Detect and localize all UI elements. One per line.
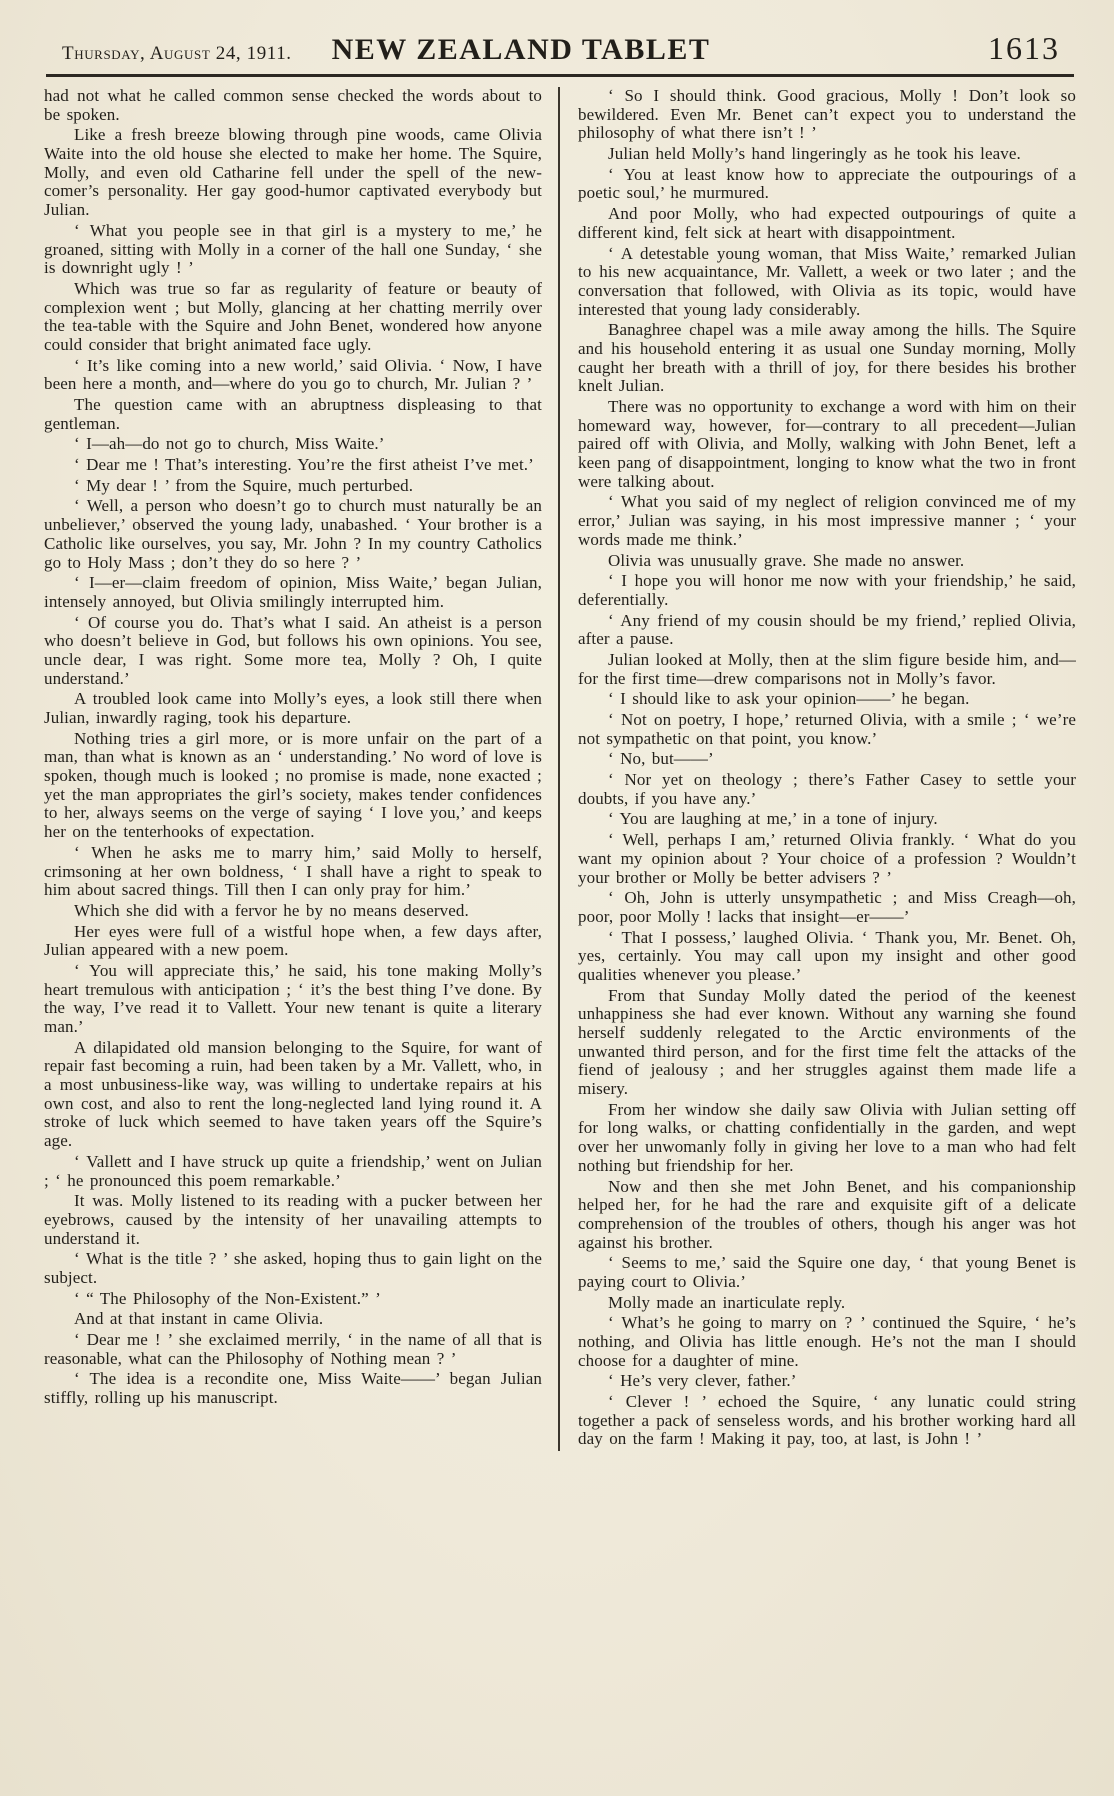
paragraph: ‘ What you people see in that girl is a mystery to me,’ he groaned, sitting with Molly in a corner of the hall one Sunday, ‘ she is downright ugly ! ’ xyxy=(44,220,542,278)
article-body xyxy=(44,87,1076,1451)
paragraph: Nothing tries a girl more, or is more unfair on the part of a man, than what is known as an ‘ understanding.’ No word of love is spoken, though much is looked ; no promise is made, none exacted ; yet the man appropriates the girl’s society, makes tender confidences to her, always seems on the verge of saying ‘ I love you,’ and keeps her on the tenterhooks of expectation. xyxy=(44,728,542,842)
paragraph: ‘ Of course you do. That’s what I said. An atheist is a person who doesn’t believe in God, but follows his own opinions. You see, uncle dear, I was right. Some more tea, Molly ? Oh, I quite understand.’ xyxy=(44,612,542,688)
paragraph: It was. Molly listened to its reading with a pucker between her eyebrows, caused by the intensity of her unavailing attempts to understand it. xyxy=(44,1191,542,1248)
paragraph: ‘ I—er—claim freedom of opinion, Miss Waite,’ began Julian, intensely annoyed, but Olivia smilingly interrupted him. xyxy=(44,573,542,611)
paragraph: Julian held Molly’s hand lingeringly as he took his leave. xyxy=(608,144,1021,164)
paragraph: ‘ I—ah—do not go to church, Miss Waite.’ xyxy=(74,434,385,454)
paragraph: ‘ Dear me ! ’ she exclaimed merrily, ‘ in the name of all that is reasonable, what can the Philosophy of Nothing mean ? ’ xyxy=(44,1330,542,1368)
paragraph: ‘ You are laughing at me,’ in a tone of injury. xyxy=(608,809,938,829)
paragraph: ‘ It’s like coming into a new world,’ said Olivia. ‘ Now, I have been here a month, and—where do you go to church, Mr. Julian ? ’ xyxy=(44,355,542,394)
paragraph: ‘ What’s he going to marry on ? ’ continued the Squire, ‘ he’s nothing, and Olivia has little enough. He’s not the man I should choose for a daughter of mine. xyxy=(578,1313,1076,1370)
paragraph: ‘ So I should think. Good gracious, Molly ! Don’t look so bewildered. Even Mr. Benet can’t expect you to understand the philosophy of what there isn’t ! ’ xyxy=(578,86,1076,143)
paragraph: ‘ Oh, John is utterly unsympathetic ; and Miss Creagh—oh, poor, poor Molly ! lacks that insight—er——’ xyxy=(578,888,1076,926)
paragraph: ‘ You at least know how to appreciate the outpourings of a poetic soul,’ he murmured. xyxy=(578,164,1076,203)
paragraph: had not what he called common sense checked the words about to be spoken. xyxy=(44,86,542,124)
paragraph: ‘ No, but——’ xyxy=(608,749,714,769)
paragraph: From her window she daily saw Olivia with Julian setting off for long walks, or chatting confidentially in the garden, and wept over her unwomanly folly in giving her love to a man who had felt nothing but friendship for her. xyxy=(578,1099,1076,1175)
paragraph: ‘ Clever ! ’ echoed the Squire, ‘ any lunatic could string together a pack of senseless words, and his brother working hard all day on the farm ! Making it pay, too, at last, is John ! ’ xyxy=(578,1392,1076,1449)
paragraph: ‘ I should like to ask your opinion——’ he began. xyxy=(608,689,970,709)
paragraph: ‘ Well, perhaps I am,’ returned Olivia frankly. ‘ What do you want my opinion about ? Your choice of a profession ? Wouldn’t your brother or Molly be better advisers ? ’ xyxy=(578,830,1076,887)
paragraph: ‘ Well, a person who doesn’t go to church must naturally be an unbeliever,’ observed the young lady, unabashed. ‘ Your brother is a Catholic like ourselves, you say, Mr. John ? In my country Catholics go to Holy Mass ; don’t they do so here ? ’ xyxy=(44,496,542,572)
paragraph: ‘ My dear ! ’ from the Squire, much perturbed. xyxy=(74,475,414,495)
publication-title: NEW ZEALAND TABLET xyxy=(331,33,711,66)
paragraph: ‘ Vallett and I have struck up quite a friendship,’ went on Julian ; ‘ he pronounced this poem remarkable.’ xyxy=(44,1151,542,1190)
paragraph: ‘ Seems to me,’ said the Squire one day, ‘ that young Benet is paying court to Olivia.’ xyxy=(578,1253,1076,1291)
paragraph: And poor Molly, who had expected outpourings of quite a different kind, felt sick at heart with disappointment. xyxy=(578,204,1076,242)
paragraph: ‘ That I possess,’ laughed Olivia. ‘ Thank you, Mr. Benet. Oh, yes, certainly. You may call upon my insight and other good qualities whenever you please.’ xyxy=(578,927,1076,984)
paragraph: ‘ Any friend of my cousin should be my friend,’ replied Olivia, after a pause. xyxy=(578,610,1076,649)
header-rule xyxy=(46,74,1074,77)
paragraph: Now and then she met John Benet, and his companionship helped her, for he had the rare and exquisite gift of a delicate comprehension of the troubles of others, though his anger was hot against his brother. xyxy=(578,1176,1076,1252)
paragraph: The question came with an abruptness displeasing to that gentleman. xyxy=(44,395,542,433)
paragraph: ‘ The idea is a recondite one, Miss Waite——’ began Julian stiffly, rolling up his manuscript. xyxy=(44,1369,542,1408)
issue-date: Thursday, August 24, 1911. xyxy=(62,43,292,64)
paragraph: Which she did with a fervor he by no means deserved. xyxy=(74,900,469,920)
paragraph: ‘ You will appreciate this,’ he said, his tone making Molly’s heart tremulous with anticipation ; ‘ it’s the best thing I’ve done. By the way, I’ve read it to Vallett. Your new tenant is quite a literary man.’ xyxy=(44,960,542,1036)
paragraph: And at that instant in came Olivia. xyxy=(74,1309,324,1329)
paragraph: A troubled look came into Molly’s eyes, a look still there when Julian, inwardly raging, took his departure. xyxy=(44,689,542,727)
paragraph: Her eyes were full of a wistful hope when, a few days after, Julian appeared with a new poem. xyxy=(44,921,542,960)
paragraph: Which was true so far as regularity of feature or beauty of complexion went ; but Molly, glancing at her chatting merrily over the tea-table with the Squire and John Benet, wondered how anyone could consider that bright animated face ugly. xyxy=(44,278,542,354)
paragraph: Julian looked at Molly, then at the slim figure beside him, and—for the first time—drew comparisons not in Molly’s favor. xyxy=(578,649,1076,688)
paragraph: ‘ I hope you will honor me now with your friendship,’ he said, deferentially. xyxy=(578,571,1076,609)
paragraph: Olivia was unusually grave. She made no answer. xyxy=(608,550,965,570)
paragraph: ‘ A detestable young woman, that Miss Waite,’ remarked Julian to his new acquaintance, Mr. Vallett, a week or two later ; and the conversation that followed, with Olivia as its topic, would have interested that young lady considerably. xyxy=(578,243,1076,319)
page-number: 1613 xyxy=(988,30,1060,66)
paragraph: From that Sunday Molly dated the period of the keenest unhappiness she had ever known. Without any warning she found herself suddenly relegated to the Arctic environments of the unwanted third person, and for the first time felt the attacks of the fiend of jealousy ; and her struggles against them made life a misery. xyxy=(578,985,1076,1099)
paragraph: ‘ He’s very clever, father.’ xyxy=(608,1371,797,1391)
paragraph: There was no opportunity to exchange a word with him on their homeward way, however, for—contrary to all precedent—Julian paired off with Olivia, and Molly, walking with John Benet, left a keen pang of disappointment, longing to know what the two in front were talking about. xyxy=(578,397,1076,491)
paragraph: ‘ What is the title ? ’ she asked, hoping thus to gain light on the subject. xyxy=(44,1249,542,1287)
paragraph: Banaghree chapel was a mile away among the hills. The Squire and his household entering it as usual one Sunday morning, Molly caught her breath with a thrill of joy, for there besides his brother knelt Julian. xyxy=(578,320,1076,396)
paragraph: ‘ Nor yet on theology ; there’s Father Casey to settle your doubts, if you have any.’ xyxy=(578,770,1076,808)
paragraph: ‘ “ The Philosophy of the Non-Existent.” ’ xyxy=(74,1288,381,1308)
paragraph: Molly made an inarticulate reply. xyxy=(608,1292,846,1312)
paragraph: A dilapidated old mansion belonging to the Squire, for want of repair fast becoming a ruin, had been taken by a Mr. Vallett, who, in a most unbusiness-like way, was willing to undertake repairs at his own cost, and also to rent the long-neglected land lying round it. A stroke of luck which seemed to have taken years off the Squire’s age. xyxy=(44,1037,542,1151)
paragraph: Like a fresh breeze blowing through pine woods, came Olivia Waite into the old house she elected to make her home. The Squire, Molly, and even old Catharine fell under the spell of the new-comer’s personality. Her gay good-humor captivated everybody but Julian. xyxy=(44,125,542,220)
paragraph: ‘ What you said of my neglect of religion convinced me of my error,’ Julian was saying, in his most impressive manner ; ‘ your words made me think.’ xyxy=(578,492,1076,549)
paragraph: ‘ Dear me ! That’s interesting. You’re the first atheist I’ve met.’ xyxy=(74,455,534,475)
left-column xyxy=(44,87,558,1451)
right-column xyxy=(560,87,1076,1451)
paragraph: ‘ When he asks me to marry him,’ said Molly to herself, crimsoning at her own boldness, ‘ I shall have a right to speak to him about sacred things. Till then I can only pray for him.’ xyxy=(44,842,542,900)
masthead xyxy=(44,26,1076,74)
paragraph: ‘ Not on poetry, I hope,’ returned Olivia, with a smile ; ‘ we’re not sympathetic on that point, you know.’ xyxy=(578,710,1076,748)
